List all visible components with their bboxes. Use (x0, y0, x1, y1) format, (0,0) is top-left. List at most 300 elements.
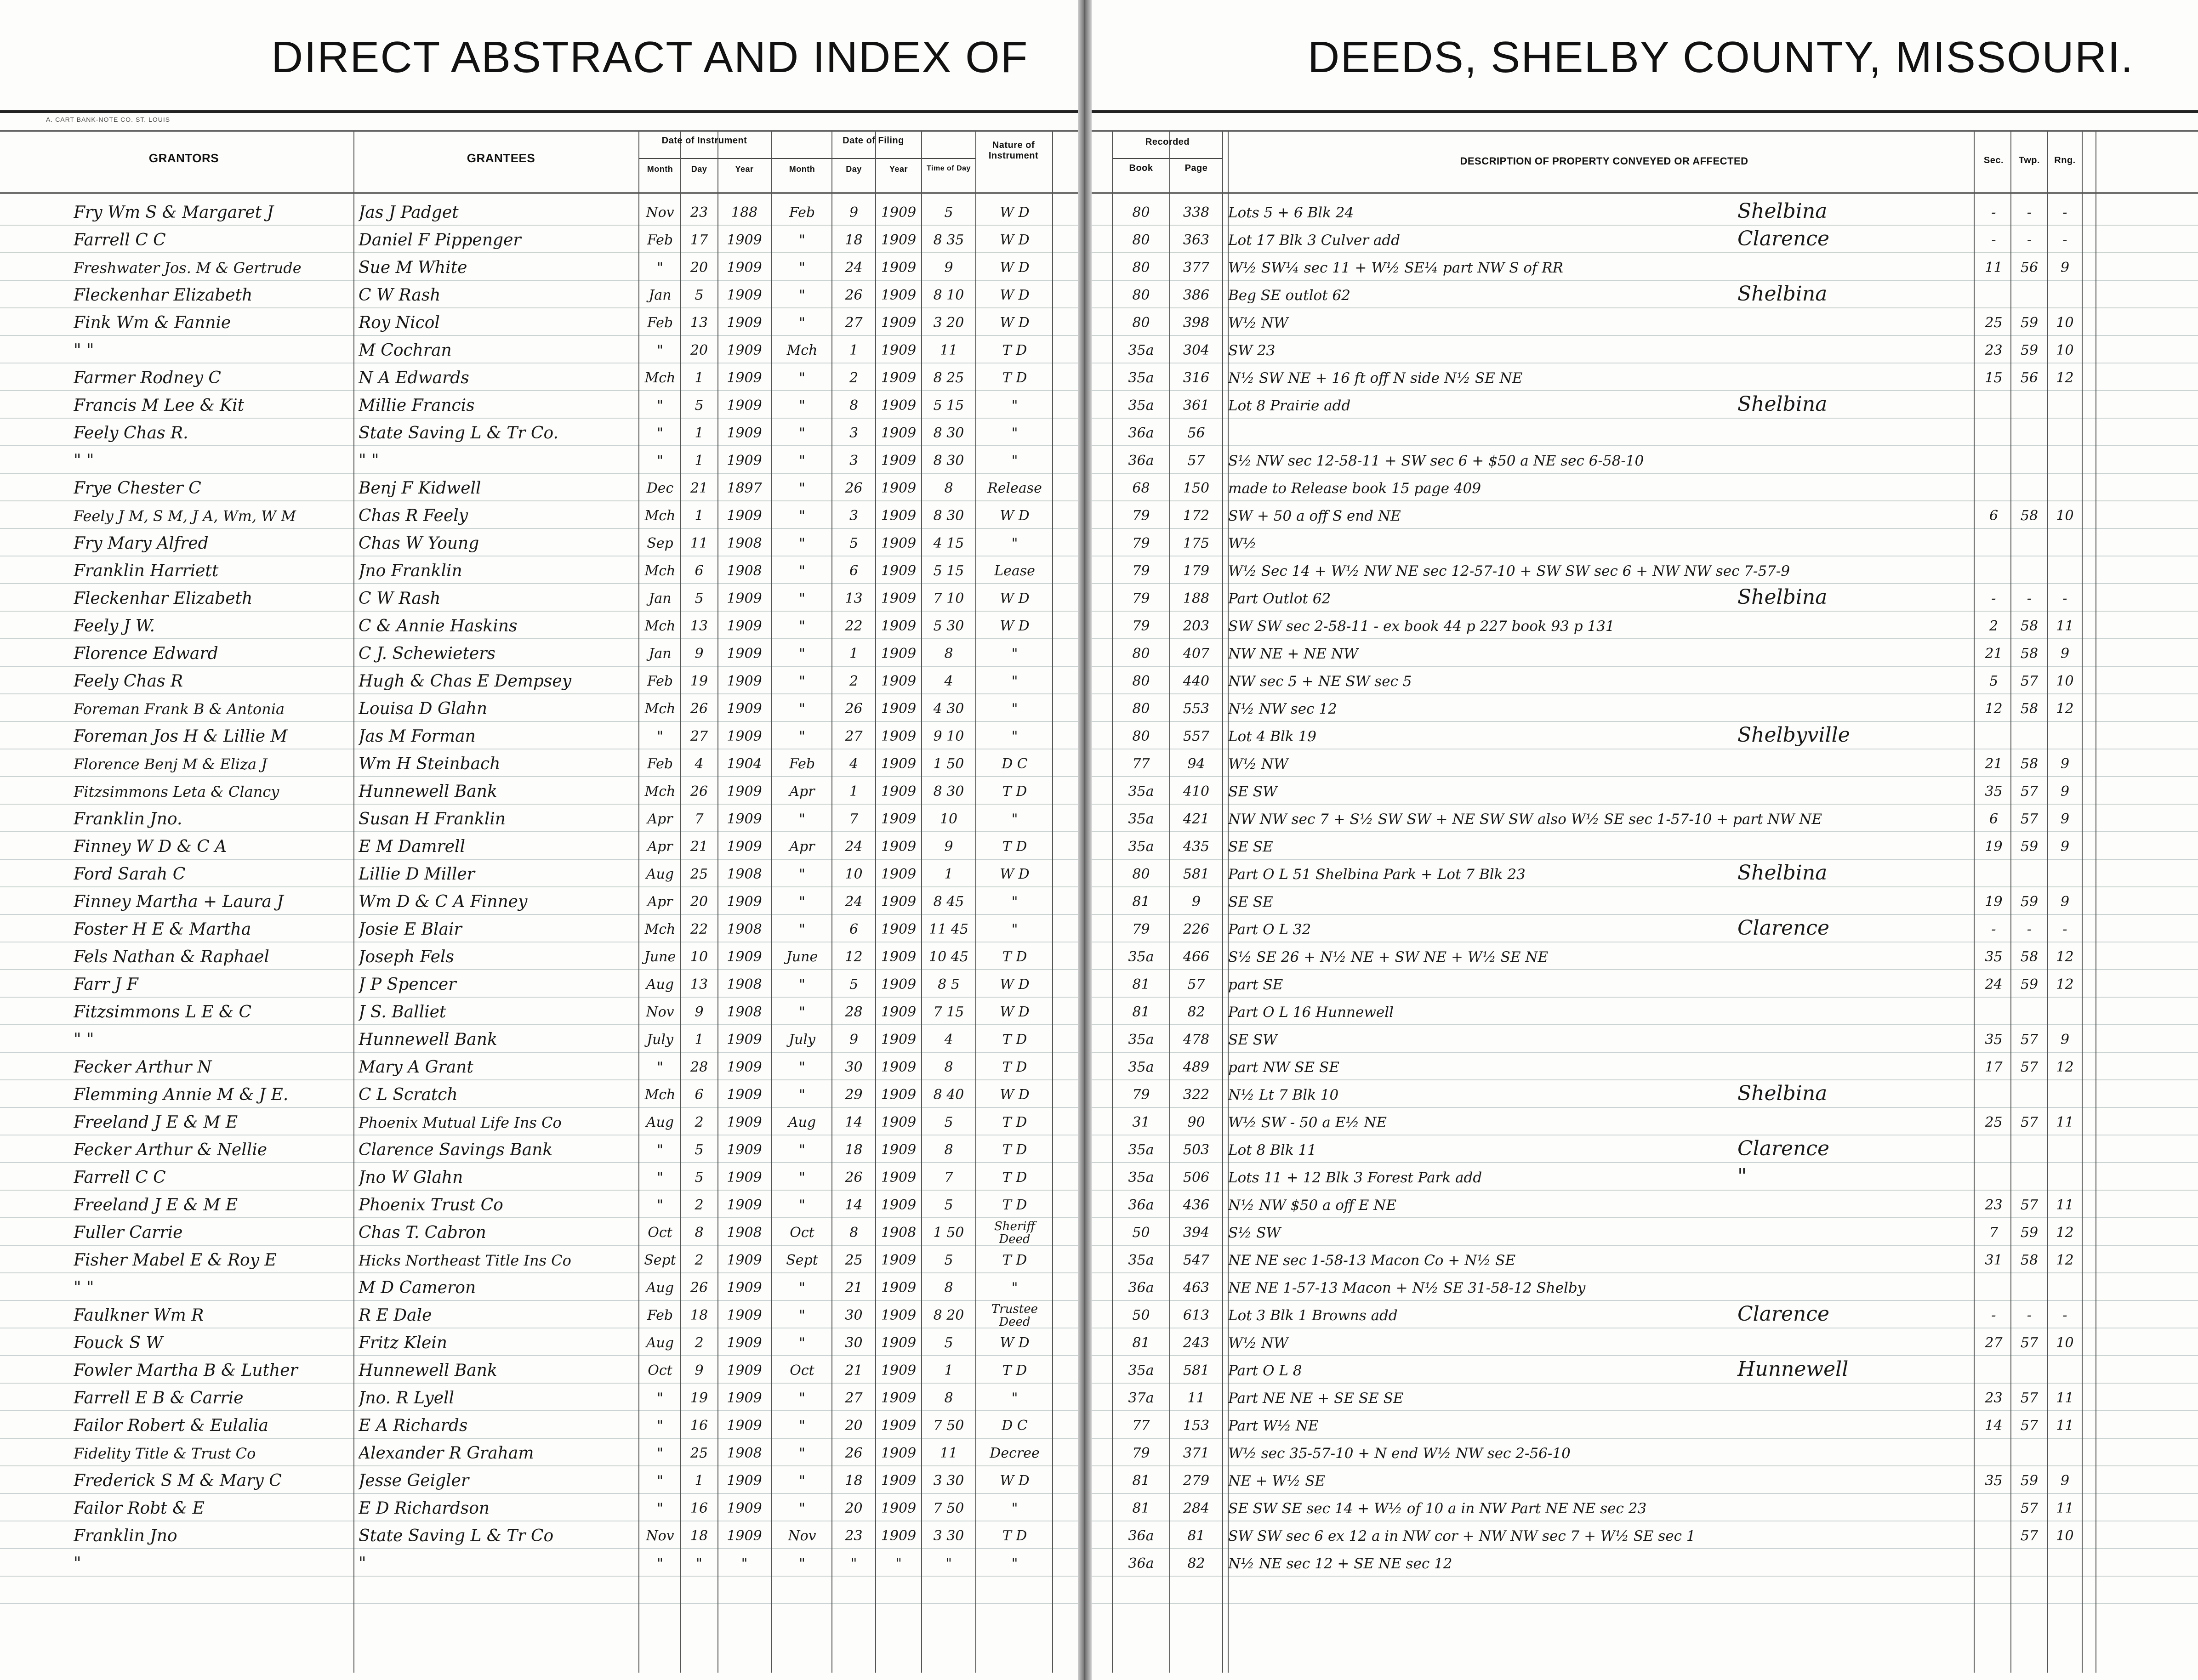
cell-desc: W½ NW (1228, 756, 1288, 772)
table-row (0, 281, 2198, 309)
cell-fd: 21 (845, 1362, 863, 1379)
cell-desc: Part O L 16 Hunnewell (1228, 1004, 1394, 1021)
cell-sec (1976, 1164, 2011, 1191)
cell-twp: 58 (2020, 949, 2039, 965)
cell-time: 7 15 (933, 1004, 964, 1020)
cell-desc: Beg SE outlot 62 (1228, 287, 1350, 304)
cell-fd: 26 (845, 287, 863, 303)
cell-sec: - (1991, 204, 1996, 221)
cell-book: 81 (1132, 1335, 1150, 1351)
cell-id: 18 (690, 1307, 708, 1323)
cell-sec: 35 (1985, 1032, 2003, 1048)
cell-fd: 10 (845, 866, 863, 882)
cell-grantee: J S. Balliet (359, 1003, 446, 1022)
table-row (0, 309, 2198, 336)
cell-iy: 1909 (727, 783, 762, 800)
cell-twp (2011, 1549, 2048, 1577)
cell-book: 35a (1128, 949, 1154, 965)
cell-desc: NE NE sec 1-58-13 Macon Co + N½ SE (1228, 1252, 1516, 1269)
cell-fm: Feb (789, 756, 815, 772)
cell-grantor: Ford Sarah C (74, 865, 186, 884)
cell-iy: 1908 (727, 866, 762, 882)
cell-fd: 30 (845, 1059, 863, 1075)
cell-sec: 12 (1985, 701, 2003, 717)
cell-book: 79 (1132, 590, 1150, 607)
cell-fd: 25 (845, 1252, 863, 1268)
cell-desc: part SE (1228, 976, 1283, 993)
cell-desc: Lot 8 Blk 11 (1228, 1142, 1316, 1158)
cell-rng (2048, 1274, 2082, 1301)
cell-grantee: C W Rash (359, 589, 441, 608)
cell-grantor: " " (74, 451, 94, 470)
cell-iy: 1909 (727, 397, 762, 414)
cell-im: Nov (646, 204, 674, 221)
cell-fd: 30 (845, 1335, 863, 1351)
col-month: Month (647, 165, 673, 174)
cell-sec (1976, 860, 2011, 888)
cell-book: 36a (1128, 1280, 1154, 1296)
cell-twp: 57 (2020, 1114, 2039, 1130)
cell-id: 19 (690, 673, 708, 689)
cell-desc: SW 23 (1228, 342, 1276, 359)
cell-iy: 1909 (727, 1528, 762, 1544)
cell-sec: 15 (1985, 370, 2003, 386)
cell-twp: - (2027, 590, 2032, 607)
cell-iy: 1908 (727, 976, 762, 993)
cell-iy: 188 (731, 204, 758, 221)
cell-nature: T D (1002, 342, 1027, 358)
table-row (0, 529, 2198, 557)
cell-fy: 1909 (881, 894, 917, 910)
cell-im: Mch (644, 618, 676, 634)
cell-time: 3 20 (933, 315, 964, 331)
cell-id: 1 (695, 370, 704, 386)
cell-rng: 11 (2056, 1197, 2074, 1213)
cell-nature: " (1011, 1280, 1018, 1296)
cell-book: 77 (1132, 756, 1150, 772)
cell-rng (2048, 474, 2082, 502)
cell-fy: 1909 (881, 866, 917, 882)
cell-twp: - (2027, 232, 2032, 248)
table-row (0, 1274, 2198, 1301)
col-book: Book (1129, 163, 1153, 173)
cell-twp: - (2027, 204, 2032, 221)
cell-im: Mch (644, 563, 676, 579)
cell-book: 36a (1128, 1197, 1154, 1213)
cell-nature: D C (1002, 1418, 1028, 1434)
cell-time: 9 (944, 260, 953, 276)
cell-id: 16 (690, 1418, 708, 1434)
cell-grantee: Phoenix Mutual Life Ins Co (359, 1114, 562, 1131)
cell-sec (1976, 529, 2011, 557)
cell-sec (1976, 1356, 2011, 1384)
cell-page: 11 (1187, 1390, 1205, 1406)
cell-iy: 1909 (727, 1418, 762, 1434)
cell-iy: 1909 (727, 839, 762, 855)
cell-fy: 1909 (881, 1087, 917, 1103)
cell-sec: 23 (1985, 342, 2003, 358)
cell-book: 35a (1128, 1032, 1154, 1048)
cell-rng: - (2062, 204, 2067, 221)
cell-time: 9 (944, 839, 953, 855)
cell-fd: 9 (849, 1032, 859, 1048)
cell-fm: Aug (788, 1114, 816, 1130)
cell-fd: 7 (849, 811, 859, 827)
table-row (0, 392, 2198, 419)
cell-grantee: Sue M White (359, 258, 467, 277)
cell-sec: 35 (1985, 1473, 2003, 1489)
cell-page: 9 (1191, 894, 1201, 910)
cell-page: 82 (1187, 1004, 1205, 1020)
col-grantors: GRANTORS (148, 151, 219, 165)
cell-page: 150 (1183, 480, 1210, 496)
cell-page: 56 (1187, 425, 1205, 441)
cell-fd: 21 (845, 1280, 863, 1296)
cell-iy: 1909 (727, 590, 762, 607)
cell-im: Feb (647, 673, 673, 689)
cell-rng (2048, 1081, 2082, 1108)
cell-book: 80 (1132, 315, 1150, 331)
cell-nature: W D (1000, 1004, 1030, 1020)
cell-im: Sept (644, 1252, 676, 1268)
cell-fy: 1909 (881, 342, 917, 358)
cell-im: " (657, 425, 663, 441)
cell-book: 80 (1132, 646, 1150, 662)
table-row (0, 860, 2198, 888)
cell-book: 68 (1132, 480, 1150, 496)
cell-id: 25 (690, 866, 708, 882)
cell-fy: 1909 (881, 1197, 917, 1213)
cell-fd: 12 (845, 949, 863, 965)
cell-nature: " (1011, 701, 1018, 717)
cell-time: " (945, 1555, 952, 1572)
cell-sec (1976, 722, 2011, 750)
cell-book: 81 (1132, 1004, 1150, 1020)
cell-grantee: Hunnewell Bank (359, 1030, 497, 1049)
cell-fm: " (799, 1059, 805, 1075)
cell-nature: " (1011, 397, 1018, 414)
cell-iy: " (741, 1555, 748, 1572)
cell-desc: SE SW SE sec 14 + W½ of 10 a in NW Part NE NE sec 23 (1228, 1500, 1647, 1517)
cell-iy: 1909 (727, 1280, 762, 1296)
cell-fd: 3 (849, 425, 859, 441)
cell-grantee: Louisa D Glahn (359, 699, 488, 718)
cell-fy: 1909 (881, 1252, 917, 1268)
cell-sec: 19 (1985, 894, 2003, 910)
cell-rng: - (2062, 1307, 2067, 1323)
cell-im: Jan (649, 646, 672, 662)
cell-book: 50 (1132, 1307, 1150, 1323)
cell-page: 316 (1183, 370, 1210, 386)
cell-town: Clarence (1737, 916, 1830, 940)
cell-desc: Part O L 32 (1228, 921, 1311, 938)
cell-grantee: Joseph Fels (359, 948, 454, 966)
cell-grantee: Jno Franklin (359, 562, 462, 580)
cell-rng (2048, 1439, 2082, 1467)
cell-rng (2048, 419, 2082, 447)
cell-fm: " (799, 811, 805, 827)
cell-twp: 59 (2020, 839, 2039, 855)
cell-grantee: Jno W Glahn (359, 1168, 463, 1187)
cell-sec: 23 (1985, 1390, 2003, 1406)
cell-im: Feb (647, 315, 673, 331)
cell-grantor: Farrell E B & Carrie (74, 1389, 244, 1408)
cell-page: 421 (1183, 811, 1210, 827)
cell-fm: " (799, 1169, 805, 1186)
cell-rng: 11 (2056, 1500, 2074, 1516)
cell-im: Jan (649, 287, 672, 303)
cell-grantee: E A Richards (359, 1416, 468, 1435)
cell-rng (2048, 1164, 2082, 1191)
left-page-title: DIRECT ABSTRACT AND INDEX OF (271, 33, 1029, 82)
cell-sec: 23 (1985, 1197, 2003, 1213)
table-row (0, 750, 2198, 778)
cell-id: 13 (690, 618, 708, 634)
table-row (0, 447, 2198, 474)
cell-fm: " (799, 1445, 805, 1461)
cell-im: " (657, 728, 663, 744)
cell-grantor: Finney Martha + Laura J (74, 892, 284, 911)
cell-page: 553 (1183, 701, 1210, 717)
cell-grantor: Farrell C C (74, 231, 166, 250)
cell-page: 581 (1183, 866, 1210, 882)
cell-nature: Sheriff Deed (994, 1220, 1036, 1246)
cell-fy: 1909 (881, 1335, 917, 1351)
cell-desc: SE SW (1228, 783, 1277, 800)
table-row (0, 1467, 2198, 1494)
cell-grantee: N A Edwards (359, 369, 469, 387)
cell-fd: 3 (849, 508, 859, 524)
table-row (0, 336, 2198, 364)
cell-grantee: C L Scratch (359, 1085, 458, 1104)
cell-im: " (657, 1169, 663, 1186)
cell-id: 5 (695, 590, 704, 607)
cell-rng: 12 (2056, 1225, 2074, 1241)
cell-twp: - (2027, 1307, 2032, 1323)
cell-rng (2048, 722, 2082, 750)
cell-rng: 9 (2060, 646, 2070, 662)
cell-nature: " (1011, 673, 1018, 689)
cell-town: Clarence (1737, 227, 1830, 250)
cell-id: 4 (695, 756, 704, 772)
cell-twp (2011, 557, 2048, 585)
cell-grantee: " " (359, 451, 379, 470)
cell-fy: 1909 (881, 618, 917, 634)
cell-id: 9 (695, 1362, 704, 1379)
table-row (0, 971, 2198, 998)
cell-sec: 5 (1989, 673, 1999, 689)
cell-sec: 35 (1985, 783, 2003, 800)
cell-grantee: C & Annie Haskins (359, 617, 518, 636)
cell-grantor: Feely Chas R. (74, 424, 188, 443)
cell-page: 398 (1183, 315, 1210, 331)
cell-iy: 1909 (727, 673, 762, 689)
cell-fm: " (799, 618, 805, 634)
cell-grantee: Chas T. Cabron (359, 1223, 486, 1242)
cell-fd: 14 (845, 1197, 863, 1213)
cell-id: 5 (695, 1169, 704, 1186)
cell-im: Apr (647, 839, 673, 855)
cell-grantor: Fuller Carrie (74, 1223, 183, 1242)
table-row (0, 474, 2198, 502)
cell-grantee: Hunnewell Bank (359, 782, 497, 801)
cell-twp (2011, 1439, 2048, 1467)
cell-book: 35a (1128, 1252, 1154, 1268)
cell-grantor: Fouck S W (74, 1334, 163, 1352)
cell-book: 81 (1132, 1473, 1150, 1489)
cell-im: Mch (644, 701, 676, 717)
cell-page: 386 (1183, 287, 1210, 303)
cell-fm: " (799, 1004, 805, 1020)
cell-im: Aug (646, 1280, 674, 1296)
cell-fd: 28 (845, 1004, 863, 1020)
col-year: Year (735, 165, 754, 174)
cell-rng (2048, 557, 2082, 585)
table-row (0, 1053, 2198, 1081)
cell-fm: " (799, 921, 805, 937)
cell-nature: T D (1002, 1252, 1027, 1268)
cell-fy: 1909 (881, 839, 917, 855)
cell-id: 1 (695, 1032, 704, 1048)
cell-desc: NW sec 5 + NE SW sec 5 (1228, 673, 1412, 690)
cell-time: 5 15 (933, 397, 964, 414)
cell-time: 4 15 (933, 535, 964, 551)
cell-desc: N½ NE sec 12 + SE NE sec 12 (1228, 1555, 1452, 1572)
cell-sec: 27 (1985, 1335, 2003, 1351)
cell-nature: T D (1002, 1528, 1027, 1544)
cell-nature: T D (1002, 1197, 1027, 1213)
cell-grantee: State Saving L & Tr Co (359, 1527, 554, 1545)
cell-sec: 6 (1989, 811, 1999, 827)
right-page-title: DEEDS, SHELBY COUNTY, MISSOURI. (1308, 33, 2134, 82)
cell-fd: 13 (845, 590, 863, 607)
cell-fy: 1909 (881, 535, 917, 551)
cell-fy: 1909 (881, 453, 917, 469)
cell-fy: 1909 (881, 508, 917, 524)
cell-time: 8 5 (938, 976, 960, 993)
cell-town: Shelbyville (1737, 723, 1850, 747)
cell-grantor: Farmer Rodney C (74, 369, 221, 387)
cell-twp (2011, 1356, 2048, 1384)
cell-grantor: Freshwater Jos. M & Gertrude (74, 259, 302, 277)
cell-page: 322 (1183, 1087, 1210, 1103)
cell-twp (2011, 1136, 2048, 1164)
cell-fy: 1909 (881, 1418, 917, 1434)
cell-iy: 1909 (727, 1362, 762, 1379)
cell-iy: 1908 (727, 563, 762, 579)
cell-im: " (657, 1473, 663, 1489)
cell-desc: Lot 17 Blk 3 Culver add (1228, 232, 1401, 249)
cell-sec (1976, 1081, 2011, 1108)
cell-im: Mch (644, 508, 676, 524)
cell-twp: 57 (2020, 673, 2039, 689)
cell-fd: 1 (849, 783, 859, 800)
cell-page: 203 (1183, 618, 1210, 634)
table-row (0, 1439, 2198, 1467)
col-day: Day (691, 165, 707, 174)
cell-grantee: Phoenix Trust Co (359, 1196, 503, 1215)
cell-time: 5 (944, 1335, 953, 1351)
cell-sec: 7 (1989, 1225, 1999, 1241)
cell-im: Aug (646, 1335, 674, 1351)
cell-sec (1976, 474, 2011, 502)
cell-time: 8 20 (933, 1307, 964, 1323)
cell-page: 57 (1187, 976, 1205, 993)
cell-time: 7 10 (933, 590, 964, 607)
cell-book: 79 (1132, 563, 1150, 579)
table-row (0, 1329, 2198, 1356)
cell-fy: 1909 (881, 1114, 917, 1130)
cell-nature: T D (1002, 1142, 1027, 1158)
cell-page: 613 (1183, 1307, 1210, 1323)
cell-time: 8 40 (933, 1087, 964, 1103)
cell-page: 172 (1183, 508, 1210, 524)
cell-fm: " (799, 1555, 805, 1572)
cell-twp: 57 (2020, 1390, 2039, 1406)
cell-nature: W D (1000, 866, 1030, 882)
cell-fd: 3 (849, 453, 859, 469)
cell-twp (2011, 447, 2048, 474)
cell-id: 6 (695, 1087, 704, 1103)
cell-grantee: R E Dale (359, 1306, 432, 1325)
cell-fd: " (850, 1555, 857, 1572)
cell-time: 5 (944, 1197, 953, 1213)
cell-id: 26 (690, 783, 708, 800)
cell-page: 363 (1183, 232, 1210, 248)
cell-id: " (696, 1555, 702, 1572)
cell-grantor: Florence Benj M & Eliza J (74, 755, 268, 773)
cell-book: 35a (1128, 811, 1154, 827)
cell-grantor: Feely Chas R (74, 672, 183, 691)
cell-fm: " (799, 1418, 805, 1434)
cell-desc: NW NW sec 7 + S½ SW SW + NE SW SW also W½ SE sec 1-57-10 + part NW NE (1228, 811, 1822, 828)
cell-grantor: Fisher Mabel E & Roy E (74, 1251, 277, 1270)
table-row (0, 1301, 2198, 1329)
cell-iy: 1909 (727, 370, 762, 386)
cell-fd: 6 (849, 921, 859, 937)
cell-iy: 1909 (727, 1087, 762, 1103)
cell-time: 7 50 (933, 1418, 964, 1434)
cell-page: 478 (1183, 1032, 1210, 1048)
cell-fd: 8 (849, 397, 859, 414)
cell-page: 94 (1187, 756, 1205, 772)
cell-im: Mch (644, 783, 676, 800)
cell-iy: 1908 (727, 535, 762, 551)
cell-fy: 1909 (881, 701, 917, 717)
cell-im: Feb (647, 756, 673, 772)
cell-desc: Part NE NE + SE SE SE (1228, 1390, 1404, 1407)
table-row (0, 1494, 2198, 1522)
cell-book: 35a (1128, 1362, 1154, 1379)
cell-page: 90 (1187, 1114, 1205, 1130)
cell-twp: 57 (2020, 1197, 2039, 1213)
cell-page: 547 (1183, 1252, 1210, 1268)
cell-nature: W D (1000, 618, 1030, 634)
cell-fy: 1909 (881, 1059, 917, 1075)
cell-iy: 1897 (727, 480, 762, 496)
cell-nature: T D (1002, 1169, 1027, 1186)
cell-rng: 9 (2060, 260, 2070, 276)
cell-desc: NE NE 1-57-13 Macon + N½ SE 31-58-12 Shelby (1228, 1280, 1586, 1296)
col-sec: Sec. (1983, 155, 2004, 165)
cell-rng (2048, 1136, 2082, 1164)
cell-sec (1976, 1549, 2011, 1577)
cell-nature: W D (1000, 287, 1030, 303)
cell-fy: 1909 (881, 1500, 917, 1516)
cell-id: 21 (690, 480, 708, 496)
cell-grantee: Hicks Northeast Title Ins Co (359, 1252, 571, 1269)
cell-time: 8 (944, 1059, 953, 1075)
